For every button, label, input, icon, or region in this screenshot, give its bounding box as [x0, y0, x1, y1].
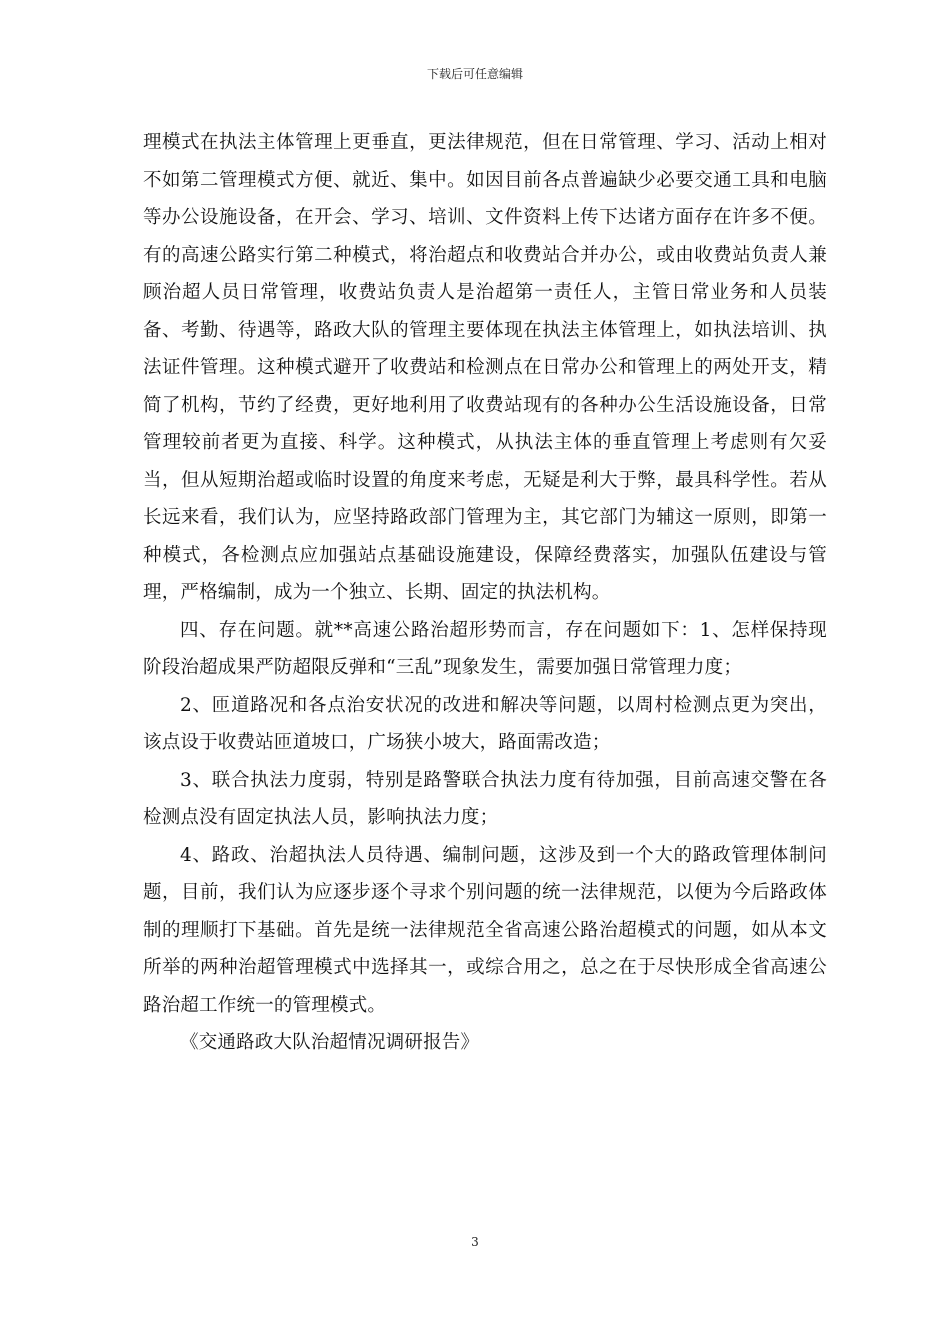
document-body — [143, 124, 827, 1062]
paragraph-staffing-issues: 4、路政、治超执法人员待遇、编制问题，这涉及到一个大的路政管理体制问题，目前，我们认为应逐步逐个寻求个别问题的统一法律规范，以便为今后路政体制的理顺打下基础。首先是统一法律规范全省高速公路治超模式的问题，如从本文所举的两种治超管理模式中选择其一，或综合用之，总之在于尽快形成全省高速公路治超工作统一的管理模式。 — [143, 844, 827, 1016]
paragraph-ramp-road-conditions: 2、匝道路况和各点治安状况的改进和解决等问题，以周村检测点更为突出，该点设于收费站匝道坡口，广场狭小坡大，路面需改造； — [143, 694, 827, 753]
page-number: 3 — [471, 1235, 479, 1249]
paragraph-existing-problems: 四、存在问题。就**高速公路治超形势而言，存在问题如下：1、怎样保持现阶段治超成果严防超限反弹和“三乱”现象发生，需要加强日常管理力度； — [143, 619, 827, 678]
paragraph-report-title: 《交通路政大队治超情况调研报告》 — [180, 1032, 480, 1053]
paragraph-management-models: 理模式在执法主体管理上更垂直，更法律规范，但在日常管理、学习、活动上相对不如第二管理模式方便、就近、集中。如因目前各点普遍缺少必要交通工具和电脑等办公设施设备，在开会、学习、培训、文件资料上传下达诸方面存在许多不便。有的高速公路实行第二种模式，将治超点和收费站合并办公，或由收费站负责人兼顾治超人员日常管理，收费站负责人是治超第一责任人，主管日常业务和人员装备、考勤、待遇等，路政大队的管理主要体现在执法主体管理上，如执法培训、执法证件管理。这种模式避开了收费站和检测点在日常办公和管理上的两处开支，精简了机构，节约了经费，更好地利用了收费站现有的各种办公生活设施设备，日常管理较前者更为直接、科学。这种模式，从执法主体的垂直管理上考虑则有欠妥当，但从短期治超或临时设置的角度来考虑，无疑是利大于弊，最具科学性。若从长远来看，我们认为，应坚持路政部门管理为主，其它部门为辅这一原则，即第一种模式，各检测点应加强站点基础设施建设，保障经费落实，加强队伍建设与管理，严格编制，成为一个独立、长期、固定的执法机构。 — [143, 132, 827, 603]
paragraph-joint-enforcement: 3、联合执法力度弱，特别是路警联合执法力度有待加强，目前高速交警在各检测点没有固定执法人员，影响执法力度； — [143, 769, 827, 828]
page-header: 下载后可任意编辑 — [426, 67, 523, 81]
